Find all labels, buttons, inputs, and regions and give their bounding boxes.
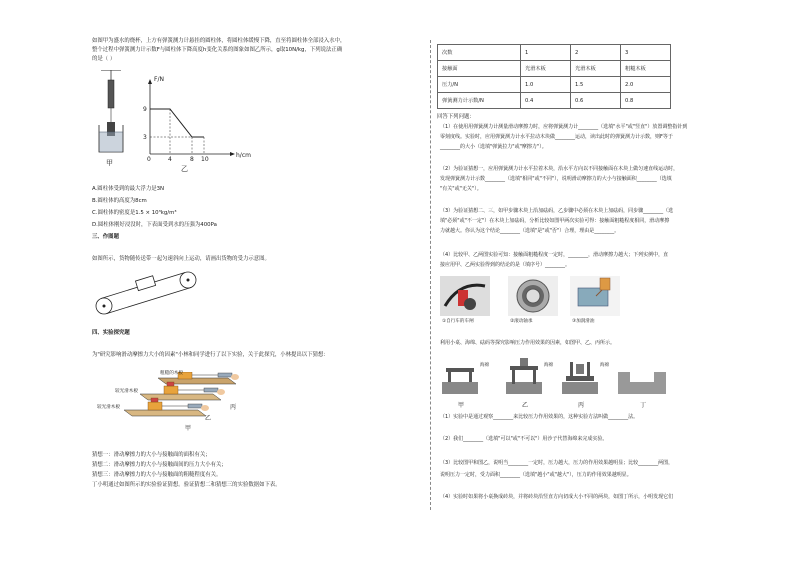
photo-caption-3: ③加润滑油 — [572, 319, 595, 324]
sponge-label-2: 海绵 — [544, 363, 554, 368]
friction-experiment-figure — [118, 372, 268, 442]
section-heading-drawing: 三、作图题 — [92, 234, 119, 240]
q3-line-3: 力就越大。你认为这个结论________（选填"是"或"否"）合理，理由是________。 — [440, 228, 620, 234]
table-cell: 1 — [521, 45, 571, 61]
guess-2: 猜想二：滑动摩擦力的大小与接触面间的压力大小有关； — [92, 462, 227, 468]
guess-3: 猜想三：滑动摩擦力的大小与接触面的粗糙程度有关。 — [92, 472, 222, 478]
table-row — [438, 93, 671, 109]
cargo-box — [135, 276, 155, 291]
sponge-intro: 利用小桌、海绵、砝码等探究影响压力作用效果的因素，如图甲、乙、丙所示。 — [440, 340, 616, 346]
table-cell: 0.6 — [571, 93, 621, 109]
sponge-fig-ding: 丁 — [640, 402, 647, 409]
sponge-q3-line-1: （3）比较图甲和图乙，说明当________一定时，压力越大，压力的作用效果越明显；比较________两图， — [440, 460, 674, 466]
table-cell: 粗糙木板 — [621, 61, 671, 77]
question-line-3: 的是（ ） — [92, 56, 116, 62]
sponge-q2: （2）我们________（选填"可以"或"不可以"）用沙子代替海绵来完成实验。 — [440, 436, 608, 442]
table-cell: 3 — [621, 45, 671, 61]
force-height-graph — [140, 76, 240, 166]
table-cell: 0.4 — [521, 93, 571, 109]
photo-lubricating-oil — [570, 276, 620, 316]
label-smooth-board-2: 较光滑木板 — [97, 405, 120, 410]
drawing-question: 如图所示，货物随传送带一起匀速斜向上运动，请画出货物的受力示意图。 — [92, 256, 270, 262]
option-d: D.圆柱体刚好浸没时，下表面受到水的压强为400Pa — [92, 222, 217, 228]
q3-line-1: （3）为验证猜想二、三，如甲步骤木块上沿加砝码，乙步骤中必须在木块上加砝码，同步骤________（选 — [440, 208, 674, 214]
table-row — [438, 77, 671, 93]
option-a: A.圆柱体受到的最大浮力是3N — [92, 186, 165, 192]
figure-label-yi: 乙 — [181, 165, 188, 173]
table-cell: 接触面 — [438, 61, 521, 77]
q2-line-2: 发现弹簧测力计示数________（选填"相同"或"不同"），说明滑动摩擦力的大小与接触面积________（选填 — [440, 176, 672, 182]
photo-ball-bearing — [508, 276, 558, 316]
option-b: B.圆柱体的高度为8cm — [92, 198, 147, 204]
q1-line-1: （1）在使用用弹簧测力计测量滑动摩擦力时，应将弹簧测力计________（选填"水平"或"竖直"）放置调整指针到 — [440, 124, 688, 130]
table-cell: 光滑木板 — [521, 61, 571, 77]
photo-caption-1: ①自行车的车闸 — [442, 319, 474, 324]
x-tick-4: 4 — [168, 156, 172, 163]
question-line-2: 整个过程中弹簧测力计示数F与圆柱体下降高度h变化关系的图象如图乙所示，g取10N/kg，下列说法正确 — [92, 47, 343, 53]
question-line-1: 如图甲为盛水的烧杯，上方有弹簧测力计悬挂的圆柱体，将圆柱体缓慢下降，直至将圆柱体全部浸入水中， — [92, 38, 346, 44]
label-smooth-board-1: 较光滑木板 — [115, 389, 138, 394]
q2-line-3: "有关"或"无关"）。 — [440, 186, 482, 192]
q3-line-2: 填"必须"或"不一定"）在木块上加砝码，分析比较如图甲两次实验可得：接触面粗糙程度相同，滑动摩擦 — [440, 218, 670, 224]
y-tick-3: 3 — [143, 134, 147, 141]
sponge-label-1: 海绵 — [480, 363, 490, 368]
q1-line-3: ________的大小（选填"弹簧拉力"或"摩擦力"）。 — [440, 144, 547, 150]
data-line — [150, 109, 204, 137]
q4-line-1: （4）比较甲、乙两图实验可知：接触面粗糙程度一定时，________，滑动摩擦力越大；下列实例中，直 — [440, 252, 669, 258]
q1-line-2: 零刻度线。实验时，应用弹簧测力计水平拉动木块做________运动，读出此时的弹簧测力计示数，则F等于 — [440, 134, 673, 140]
conveyor-figure — [92, 268, 202, 318]
table-cell: 弹簧测力计示数/N — [438, 93, 521, 109]
table-cell: 光滑木板 — [571, 61, 621, 77]
x-axis-label: h/cm — [236, 152, 251, 159]
table-cell: 0.8 — [621, 93, 671, 109]
label-bing: 丙 — [230, 404, 237, 411]
label-yi: 乙 — [205, 415, 212, 422]
data-table-intro: 丁小明通过如图所示的实验验证猜想。验证猜想二和猜想三的实验数据如下表。 — [92, 482, 281, 488]
photo-bike-brake — [440, 276, 490, 316]
table-cell: 2 — [571, 45, 621, 61]
answer-heading: 回答下列问题： — [437, 114, 475, 120]
q4-line-2: 接应用甲、乙两实验得到的结论的是（填序号）________。 — [440, 262, 571, 268]
y-tick-9: 9 — [143, 106, 147, 113]
y-axis-label: F/N — [154, 76, 164, 83]
table-row — [438, 45, 671, 61]
table-cell: 1.0 — [521, 77, 571, 93]
sponge-label-3: 海绵 — [600, 363, 610, 368]
table-cell: 1.5 — [571, 77, 621, 93]
sponge-fig-jia: 甲 — [458, 402, 465, 409]
sponge-fig-bing: 丙 — [578, 402, 585, 409]
experiment-intro: 为"研究影响滑动摩擦力大小的因素"小林和同学进行了以下实验，关于此探究，小林提出以下猜想： — [92, 352, 329, 358]
x-tick-0: 0 — [147, 156, 151, 163]
sponge-q4: （4）实验时如果将小桌换成砖块，并将砖块沿竖直方向切成大小不同的两块，如图丁所示，小明发现它们 — [440, 494, 674, 500]
label-jia: 甲 — [185, 425, 192, 432]
sponge-experiment-figure — [440, 354, 670, 398]
experiment-data-table — [437, 44, 671, 109]
table-cell: 压力/N — [438, 77, 521, 93]
figure-label-jia: 甲 — [106, 159, 113, 167]
beaker-figure — [96, 70, 126, 170]
guess-1: 猜想一：滑动摩擦力的大小与接触面的面积有关； — [92, 452, 211, 458]
q2-line-1: （2）为验证猜想一，应用弹簧测力计水平拉着木块，沿水平方向以不同接触面在木块上做匀速直线运动时， — [440, 166, 679, 172]
table-cell: 2.0 — [621, 77, 671, 93]
x-tick-8: 8 — [190, 156, 194, 163]
sponge-fig-yi: 乙 — [522, 402, 529, 409]
section-heading-experiment: 四、实验探究题 — [92, 330, 130, 336]
sponge-q1: （1）实验中是通过观察________来比较压力作用效果的，这种实验方法叫做________法。 — [440, 414, 639, 420]
table-row — [438, 61, 671, 77]
photo-caption-2: ②滚动轴承 — [510, 319, 533, 324]
label-rough-board: 粗糙的木板 — [160, 371, 183, 376]
table-cell: 次数 — [438, 45, 521, 61]
option-c: C.圆柱体的密度是1.5 × 10³kg/m³ — [92, 210, 177, 216]
x-tick-10: 10 — [201, 156, 209, 163]
column-divider — [430, 40, 431, 510]
sponge-q3-line-2: 说明压力一定时，受力面积________（选填"越小"或"越大"），压力的作用效果越明显。 — [440, 472, 632, 478]
